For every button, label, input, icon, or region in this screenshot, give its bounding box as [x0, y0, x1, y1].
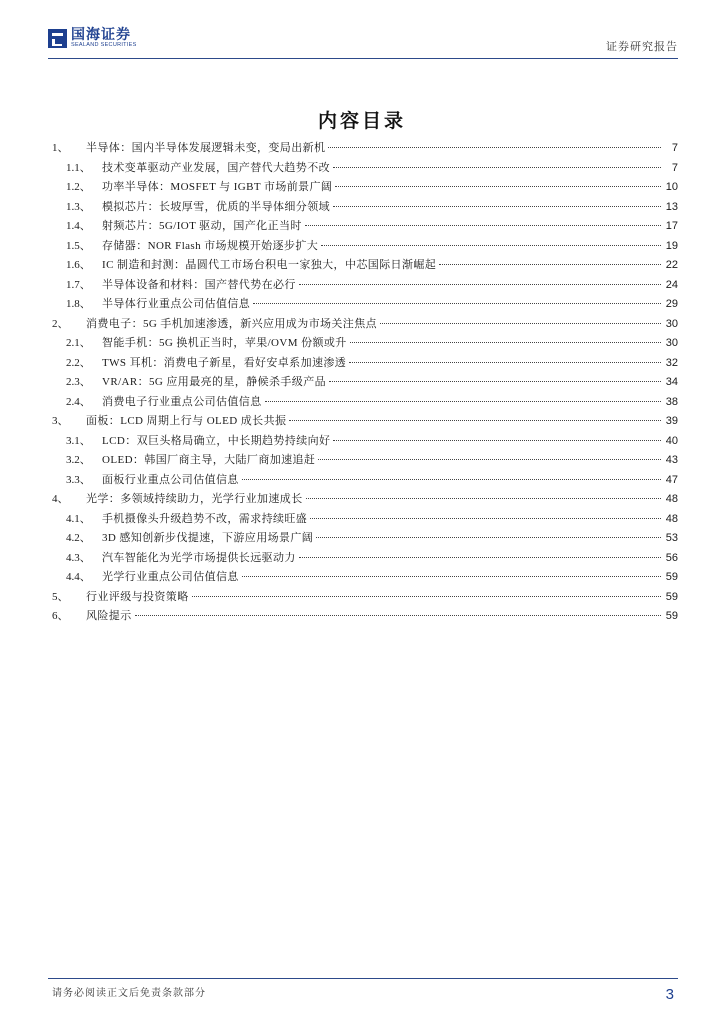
toc-entry-page: 59 — [665, 610, 678, 622]
toc-entry-number: 4、 — [52, 493, 69, 505]
toc-entry-page: 7 — [671, 161, 678, 174]
toc-entry[interactable] — [52, 588, 678, 608]
toc-entry-page: 7 — [671, 142, 678, 154]
toc-entry-page: 10 — [665, 181, 678, 193]
toc-entry-number: 3、 — [52, 415, 69, 427]
toc-leader-dots — [316, 537, 661, 538]
toc-leader-dots — [335, 186, 661, 187]
toc-entry-page: 43 — [665, 454, 678, 466]
toc-entry-page: 56 — [665, 551, 678, 564]
toc-entry-number: 4.1、 — [66, 512, 91, 525]
toc-entry[interactable] — [52, 237, 678, 257]
toc-entry-number: 1.1、 — [66, 161, 91, 174]
toc-entry-number: 3.3、 — [66, 473, 91, 486]
toc-entry-number: 3.1、 — [66, 434, 91, 447]
toc-entry[interactable] — [52, 568, 678, 588]
toc-entry[interactable] — [52, 471, 678, 491]
toc-entry-page: 22 — [665, 259, 678, 271]
toc-entry-page: 19 — [665, 239, 678, 252]
toc-entry-number: 4.4、 — [66, 571, 91, 583]
toc-entry-page: 48 — [665, 512, 678, 525]
toc-entry-number: 2、 — [52, 317, 69, 330]
toc-entry-title: VR/AR：5G 应用最亮的星，静候杀手级产品 — [102, 376, 327, 388]
toc-leader-dots — [380, 323, 661, 324]
toc-entry-title: 风险提示 — [86, 610, 132, 622]
toc-entry-page: 30 — [665, 337, 678, 349]
toc-entry[interactable] — [52, 178, 678, 198]
table-of-contents — [52, 139, 678, 627]
toc-entry-title: 3D 感知创新步伐提速，下游应用场景广阔 — [102, 532, 314, 544]
page-number: 3 — [665, 986, 674, 1003]
toc-entry-page: 29 — [665, 298, 678, 310]
toc-entry-number: 5、 — [52, 590, 69, 603]
toc-entry-number: 1.3、 — [66, 200, 91, 213]
toc-entry-page: 32 — [665, 356, 678, 369]
toc-entry[interactable] — [52, 315, 678, 335]
toc-leader-dots — [135, 615, 661, 616]
toc-entry-page: 24 — [665, 278, 678, 291]
toc-entry[interactable] — [52, 334, 678, 354]
toc-leader-dots — [289, 420, 661, 421]
logo-en: SEALAND SECURITIES — [71, 42, 137, 48]
toc-leader-dots — [253, 303, 661, 304]
toc-entry-number: 1.5、 — [66, 239, 91, 252]
disclaimer-note: 请务必阅读正文后免责条款部分 — [52, 988, 206, 999]
toc-entry-title: 面板：LCD 周期上行与 OLED 成长共振 — [86, 415, 287, 427]
toc-entry-number: 1.6、 — [66, 259, 91, 271]
toc-leader-dots — [350, 342, 661, 343]
toc-entry-title: 面板行业重点公司估值信息 — [102, 473, 239, 486]
toc-entry-title: 手机摄像头升级趋势不改，需求持续旺盛 — [102, 512, 308, 525]
toc-entry[interactable] — [52, 529, 678, 549]
toc-entry-page: 47 — [665, 473, 678, 486]
toc-entry-title: 行业评级与投资策略 — [86, 590, 189, 603]
toc-entry-number: 1.8、 — [66, 298, 91, 310]
company-logo — [48, 28, 137, 49]
toc-entry-title: 半导体设备和材料：国产替代势在必行 — [102, 278, 296, 291]
toc-entry-title: 模拟芯片：长坡厚雪，优质的半导体细分领域 — [102, 200, 330, 213]
toc-entry[interactable] — [52, 607, 678, 627]
toc-entry[interactable] — [52, 373, 678, 393]
toc-entry-title: 存储器：NOR Flash 市场规模开始逐步扩大 — [102, 239, 319, 252]
toc-entry[interactable] — [52, 412, 678, 432]
toc-entry-number: 1.4、 — [66, 220, 91, 232]
logo-icon — [48, 29, 67, 48]
toc-entry-number: 1.2、 — [66, 181, 91, 193]
toc-entry-page: 34 — [665, 376, 678, 388]
toc-entry[interactable] — [52, 139, 678, 159]
footer-divider — [48, 978, 678, 979]
toc-leader-dots — [192, 596, 661, 597]
toc-entry-page: 13 — [665, 200, 678, 213]
toc-leader-dots — [321, 245, 661, 246]
toc-entry-page: 48 — [665, 493, 678, 505]
toc-entry-title: 半导体行业重点公司估值信息 — [102, 298, 251, 310]
toc-entry-title: 智能手机：5G 换机正当时，苹果/OVM 份额或升 — [102, 337, 347, 349]
toc-entry[interactable] — [52, 432, 678, 452]
toc-entry[interactable] — [52, 354, 678, 374]
toc-entry-number: 6、 — [52, 610, 69, 622]
toc-entry-title: 技术变革驱动产业发展，国产替代大趋势不改 — [102, 161, 330, 174]
toc-entry-number: 2.2、 — [66, 356, 91, 369]
toc-leader-dots — [265, 401, 661, 402]
toc-leader-dots — [329, 381, 661, 382]
toc-entry-page: 40 — [665, 434, 678, 447]
toc-entry-number: 1、 — [52, 142, 69, 154]
toc-leader-dots — [349, 362, 661, 363]
toc-leader-dots — [306, 498, 661, 499]
toc-entry[interactable] — [52, 490, 678, 510]
toc-leader-dots — [439, 264, 661, 265]
toc-entry-number: 4.3、 — [66, 551, 91, 564]
report-type: 证券研究报告 — [606, 41, 678, 53]
toc-leader-dots — [242, 576, 661, 577]
toc-entry-number: 2.4、 — [66, 395, 91, 408]
toc-entry-title: 功率半导体：MOSFET 与 IGBT 市场前景广阔 — [102, 181, 333, 193]
header-divider — [48, 58, 678, 59]
toc-leader-dots — [328, 147, 661, 148]
toc-entry-number: 2.1、 — [66, 337, 91, 349]
toc-entry-title: LCD：双巨头格局确立，中长期趋势持续向好 — [102, 434, 331, 447]
toc-entry[interactable] — [52, 256, 678, 276]
toc-leader-dots — [333, 440, 661, 441]
toc-entry[interactable] — [52, 276, 678, 296]
logo-cn: 国海证券 — [71, 27, 131, 43]
toc-entry-title: 半导体：国内半导体发展逻辑未变，变局出新机 — [86, 142, 326, 154]
toc-entry[interactable] — [52, 198, 678, 218]
toc-entry-title: 射频芯片：5G/IOT 驱动，国产化正当时 — [102, 220, 302, 232]
toc-leader-dots — [333, 167, 661, 168]
toc-entry-title: 消费电子：5G 手机加速渗透，新兴应用成为市场关注焦点 — [86, 317, 377, 330]
toc-entry-title: OLED：韩国厂商主导，大陆厂商加速追赶 — [102, 454, 316, 466]
toc-entry-page: 30 — [665, 317, 678, 330]
toc-entry-title: 消费电子行业重点公司估值信息 — [102, 395, 262, 408]
toc-entry-number: 2.3、 — [66, 376, 91, 388]
toc-entry[interactable] — [52, 159, 678, 179]
toc-entry-page: 59 — [665, 571, 678, 583]
page-header — [48, 28, 678, 58]
toc-entry[interactable] — [52, 510, 678, 530]
toc-entry-page: 53 — [665, 532, 678, 544]
toc-title: 内容目录 — [317, 110, 406, 132]
toc-entry-number: 4.2、 — [66, 532, 91, 544]
toc-entry-title: 光学：多领域持续助力，光学行业加速成长 — [86, 493, 303, 505]
toc-leader-dots — [299, 284, 661, 285]
toc-entry-title: IC 制造和封测：晶圆代工市场台积电一家独大，中芯国际日渐崛起 — [102, 259, 437, 271]
toc-entry[interactable] — [52, 217, 678, 237]
toc-leader-dots — [310, 518, 661, 519]
toc-entry-page: 59 — [665, 590, 678, 603]
toc-entry[interactable] — [52, 451, 678, 471]
toc-entry[interactable] — [52, 549, 678, 569]
toc-entry-number: 1.7、 — [66, 278, 91, 291]
toc-entry-title: 光学行业重点公司估值信息 — [102, 571, 239, 583]
toc-entry-number: 3.2、 — [66, 454, 91, 466]
toc-entry-page: 38 — [665, 395, 678, 408]
toc-leader-dots — [305, 225, 661, 226]
toc-leader-dots — [299, 557, 661, 558]
toc-entry[interactable] — [52, 393, 678, 413]
toc-entry-title: TWS 耳机：消费电子新星，看好安卓系加速渗透 — [102, 356, 347, 369]
toc-leader-dots — [242, 479, 661, 480]
toc-entry[interactable] — [52, 295, 678, 315]
toc-leader-dots — [318, 459, 661, 460]
logo-text — [71, 28, 137, 49]
toc-entry-title: 汽车智能化为光学市场提供长远驱动力 — [102, 551, 296, 564]
toc-entry-page: 17 — [665, 220, 678, 232]
toc-entry-page: 39 — [665, 415, 678, 427]
toc-leader-dots — [333, 206, 661, 207]
